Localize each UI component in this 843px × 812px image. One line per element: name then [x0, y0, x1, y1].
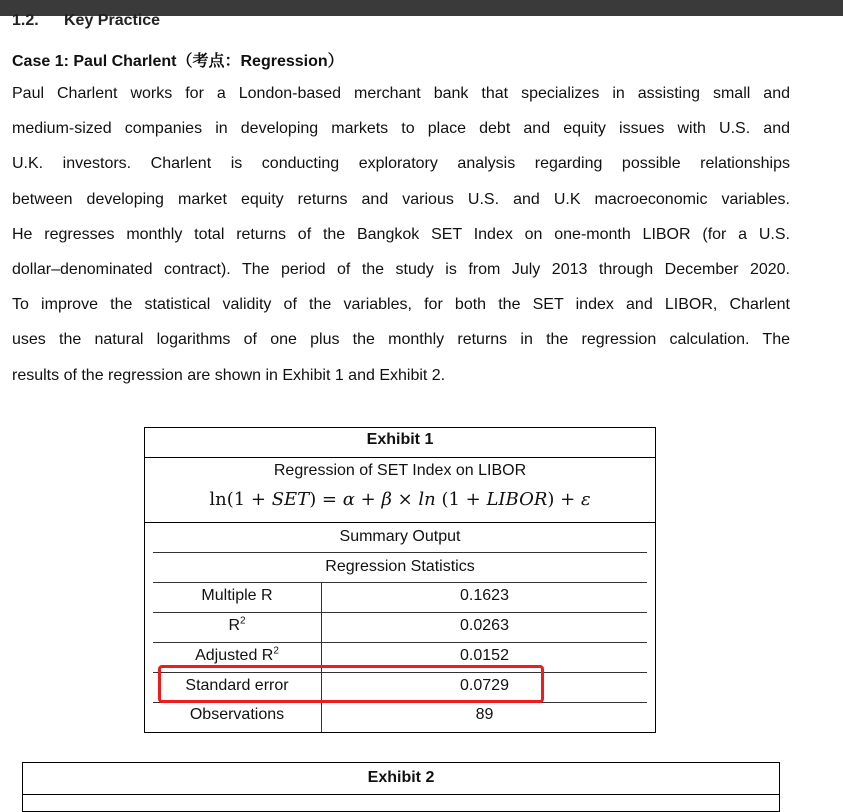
exhibit-1-title: Exhibit 1: [366, 431, 434, 448]
exhibit-1-subtitle: Regression of SET Index on LIBOR: [273, 462, 527, 479]
stat-value: 0.0152: [460, 647, 509, 664]
exhibit-2-table: [22, 762, 780, 812]
divider: [153, 582, 647, 583]
regression-statistics-label: Regression Statistics: [325, 558, 475, 575]
section-title: Key Practice: [64, 12, 161, 29]
regression-formula: ln(1 + SET) = α + β × ln (1 + LIBOR) + ε: [209, 489, 591, 510]
paragraph-line: To improve the statistical validity of the variables, for both the SET index and LIBOR, Charlent: [12, 296, 790, 314]
divider: [145, 457, 655, 458]
stat-label: Multiple R: [201, 587, 273, 604]
divider: [145, 522, 655, 523]
stat-label: Standard error: [185, 677, 289, 694]
stat-value: 0.0729: [460, 677, 509, 694]
stat-value: 0.1623: [460, 587, 509, 604]
divider: [153, 612, 647, 613]
stat-label: Adjusted $R^2$: [195, 645, 279, 664]
paragraph-line: dollar–denominated contract). The period of the study is from July 2013 through December 2020.: [12, 261, 790, 279]
case-title: Case 1: Paul Charlent（考点：Regression）: [12, 53, 344, 70]
divider: [153, 642, 647, 643]
paragraph-line: results of the regression are shown in Exhibit 1 and Exhibit 2.: [12, 366, 446, 384]
paragraph-line: uses the natural logarithms of one plus the monthly returns in the regression calculation. The: [12, 331, 790, 349]
stat-value: 89: [475, 706, 494, 723]
stat-label: Observations: [189, 706, 285, 723]
stat-label: $R^2$: [228, 615, 246, 634]
paragraph-line: Paul Charlent works for a London-based merchant bank that specializes in assisting small and: [12, 85, 790, 102]
section-number: 1.2.: [12, 12, 39, 29]
exhibit-2-title: Exhibit 2: [367, 769, 435, 786]
divider: [23, 794, 779, 795]
paragraph-line: medium-sized companies in developing markets to place debt and equity issues with U.S. and: [12, 120, 790, 138]
summary-output-label: Summary Output: [339, 528, 461, 545]
paragraph-line: U.K. investors. Charlent is conducting exploratory analysis regarding possible relationships: [12, 155, 790, 173]
highlight-box: [158, 665, 544, 703]
case-paragraph: [12, 76, 790, 393]
paragraph-line: He regresses monthly total returns of the Bangkok SET Index on one-month LIBOR (for a U.S.: [12, 225, 790, 243]
paragraph-line: between developing market equity returns and various U.S. and U.K macroeconomic variables.: [12, 190, 790, 208]
section-heading: [12, 12, 160, 30]
stat-value: 0.0263: [460, 617, 509, 634]
divider: [153, 552, 647, 553]
